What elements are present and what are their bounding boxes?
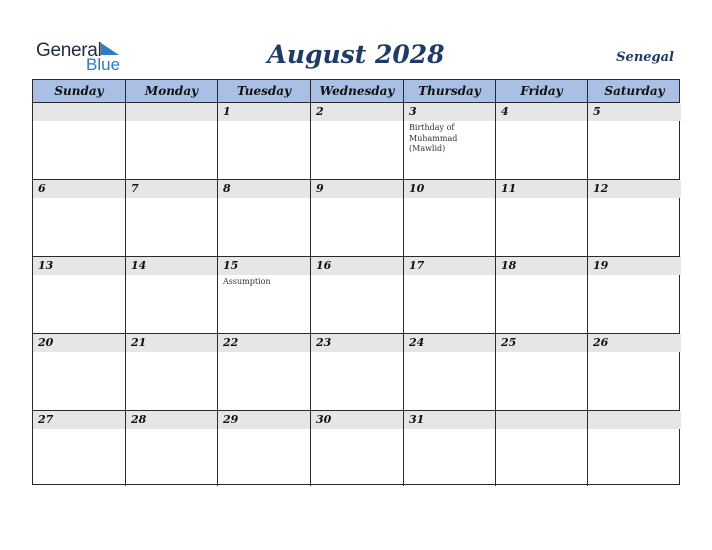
day-number: 18 bbox=[501, 259, 517, 272]
day-cell[interactable] bbox=[311, 411, 404, 486]
day-cell[interactable] bbox=[588, 334, 681, 410]
day-number: 21 bbox=[131, 336, 147, 349]
day-cell[interactable] bbox=[311, 103, 404, 179]
day-cell[interactable] bbox=[588, 103, 681, 179]
day-number: 8 bbox=[223, 182, 231, 195]
day-number: 12 bbox=[593, 182, 609, 195]
calendar-week-row bbox=[33, 103, 679, 180]
calendar-week-row bbox=[33, 257, 679, 334]
calendar-week-row bbox=[33, 180, 679, 257]
day-number: 26 bbox=[593, 336, 609, 349]
day-number: 11 bbox=[501, 182, 517, 195]
day-number: 27 bbox=[38, 413, 54, 426]
day-number: 31 bbox=[409, 413, 425, 426]
day-number: 17 bbox=[409, 259, 425, 272]
logo-word-blue: Blue bbox=[86, 55, 121, 74]
day-cell[interactable] bbox=[33, 411, 126, 486]
weekday-header: Wednesday bbox=[311, 80, 404, 102]
weekday-header: Sunday bbox=[33, 80, 126, 102]
day-cell[interactable] bbox=[33, 334, 126, 410]
day-cell[interactable] bbox=[588, 180, 681, 256]
weekday-header: Monday bbox=[126, 80, 218, 102]
day-cell[interactable] bbox=[496, 103, 588, 179]
day-number: 14 bbox=[131, 259, 147, 272]
day-number: 15 bbox=[223, 259, 239, 272]
day-header-band bbox=[311, 103, 403, 121]
day-cell[interactable] bbox=[311, 257, 404, 333]
day-number: 22 bbox=[223, 336, 239, 349]
day-number: 20 bbox=[38, 336, 54, 349]
day-cell[interactable] bbox=[311, 180, 404, 256]
day-number: 30 bbox=[316, 413, 332, 426]
day-cell[interactable] bbox=[218, 411, 311, 486]
day-header-band bbox=[496, 103, 587, 121]
calendar-grid bbox=[32, 79, 680, 485]
day-cell[interactable] bbox=[126, 180, 218, 256]
day-header-band bbox=[126, 103, 217, 121]
day-cell[interactable] bbox=[218, 334, 311, 410]
day-number: 23 bbox=[316, 336, 332, 349]
day-number: 1 bbox=[223, 105, 231, 118]
day-header-band bbox=[311, 180, 403, 198]
weekday-header: Saturday bbox=[604, 84, 665, 98]
day-cell[interactable] bbox=[218, 257, 311, 333]
day-cell[interactable] bbox=[311, 334, 404, 410]
day-cell[interactable] bbox=[404, 411, 496, 486]
day-number: 25 bbox=[501, 336, 517, 349]
day-cell[interactable] bbox=[126, 411, 218, 486]
day-cell[interactable] bbox=[496, 334, 588, 410]
day-header-band bbox=[404, 103, 495, 121]
day-number: 9 bbox=[316, 182, 324, 195]
holiday-label: Birthday of Muhammad (Mawlid) bbox=[409, 123, 458, 153]
day-number: 4 bbox=[501, 105, 509, 118]
day-cell[interactable] bbox=[404, 103, 496, 179]
day-number: 28 bbox=[131, 413, 147, 426]
day-number: 7 bbox=[131, 182, 139, 195]
weekday-header: Thursday bbox=[404, 80, 496, 102]
day-cell[interactable] bbox=[126, 103, 218, 179]
holiday-label: Assumption bbox=[223, 277, 271, 286]
day-number: 3 bbox=[409, 105, 417, 118]
weekday-header: Tuesday bbox=[218, 80, 311, 102]
page-title: August 2028 bbox=[267, 40, 445, 69]
day-cell[interactable] bbox=[33, 257, 126, 333]
day-number: 16 bbox=[316, 259, 332, 272]
day-number: 19 bbox=[593, 259, 609, 272]
day-header-band bbox=[33, 180, 125, 198]
day-cell[interactable] bbox=[218, 103, 311, 179]
day-cell[interactable] bbox=[404, 180, 496, 256]
day-cell[interactable] bbox=[33, 103, 126, 179]
day-header-band bbox=[588, 103, 681, 121]
day-cell[interactable] bbox=[126, 334, 218, 410]
day-number: 24 bbox=[409, 336, 425, 349]
day-cell[interactable] bbox=[404, 257, 496, 333]
day-cell[interactable] bbox=[496, 411, 588, 486]
country-label: Senegal bbox=[616, 50, 674, 65]
day-header-band bbox=[33, 103, 125, 121]
day-number: 13 bbox=[38, 259, 54, 272]
day-number: 2 bbox=[316, 105, 324, 118]
day-header-band bbox=[218, 180, 310, 198]
day-number: 5 bbox=[593, 105, 601, 118]
day-header-band bbox=[218, 103, 310, 121]
day-cell[interactable] bbox=[404, 334, 496, 410]
day-cell[interactable] bbox=[218, 180, 311, 256]
day-number: 29 bbox=[223, 413, 239, 426]
day-number: 10 bbox=[409, 182, 425, 195]
logo-word-general: General bbox=[36, 40, 102, 61]
day-header-band bbox=[496, 411, 587, 429]
day-cell[interactable] bbox=[588, 411, 681, 486]
day-cell[interactable] bbox=[126, 257, 218, 333]
weekday-header: Friday bbox=[496, 80, 588, 102]
day-cell[interactable] bbox=[588, 257, 681, 333]
calendar-weeks bbox=[33, 103, 679, 486]
calendar-week-row bbox=[33, 334, 679, 411]
calendar-week-row bbox=[33, 411, 679, 486]
day-number: 6 bbox=[38, 182, 46, 195]
day-cell[interactable] bbox=[496, 180, 588, 256]
day-cell[interactable] bbox=[496, 257, 588, 333]
weekday-header-row bbox=[33, 80, 679, 103]
day-header-band bbox=[126, 180, 217, 198]
day-header-band bbox=[588, 411, 681, 429]
day-cell[interactable] bbox=[33, 180, 126, 256]
